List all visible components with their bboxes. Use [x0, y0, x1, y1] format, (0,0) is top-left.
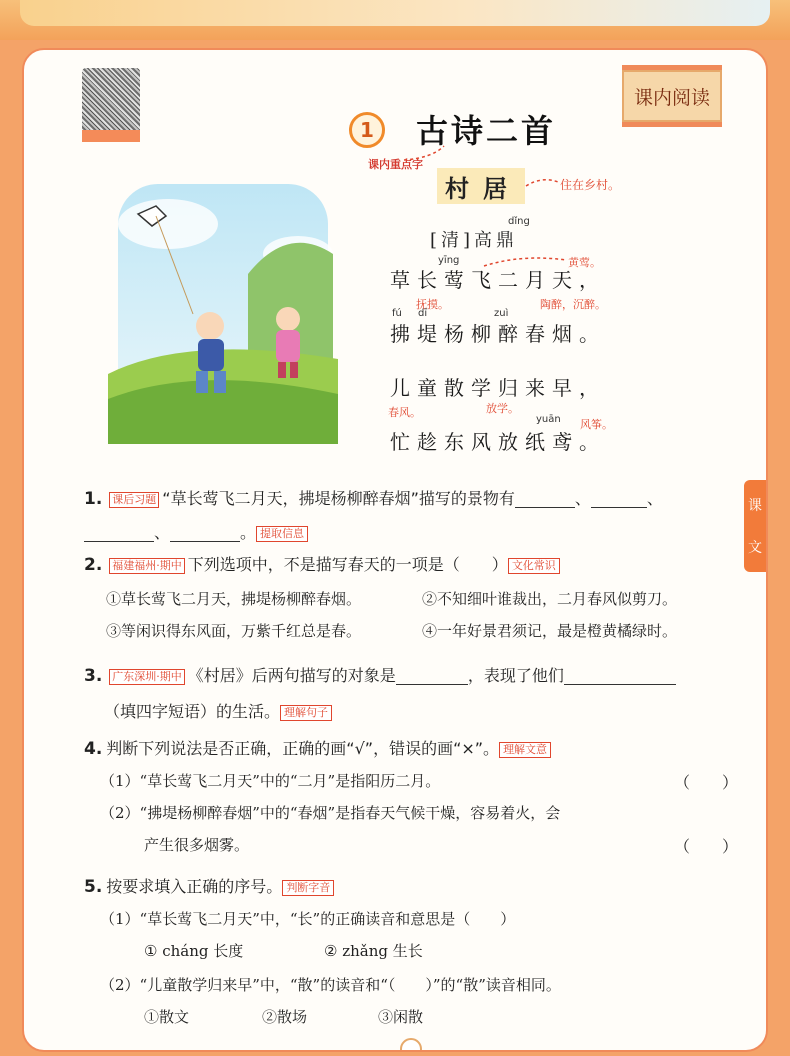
lesson-number: 1 — [349, 112, 385, 148]
source-tag: 广东深圳·期中 — [109, 669, 185, 685]
poem-line-3-text: 儿童散学归来早， — [390, 376, 606, 400]
question-number: 2. — [84, 555, 103, 575]
poem-line-4-text: 忙趁东风放纸鸢。 — [390, 430, 606, 454]
section-badge: 课内阅读 — [622, 70, 722, 122]
question-text: 判断下列说法是否正确，正确的画“√”，错误的画“×”。 — [106, 739, 500, 758]
answer-paren[interactable]: （ ） — [674, 773, 739, 792]
note-ying: 黄莺。 — [568, 256, 601, 269]
separator: 、 — [154, 523, 171, 542]
pinyin-ying: yīng — [438, 255, 460, 266]
choice-2[interactable]: ②散场 — [262, 1008, 308, 1026]
question-number: 3. — [84, 666, 103, 686]
answer-blank[interactable] — [170, 524, 240, 542]
lesson-title: 古诗二首 — [416, 112, 557, 150]
skill-tag: 判断字音 — [282, 880, 334, 896]
side-tab-char-1: 课 — [748, 498, 762, 514]
separator: 、 — [646, 489, 663, 508]
answer-blank[interactable] — [591, 490, 647, 508]
answer-blank[interactable] — [515, 490, 575, 508]
choice-1[interactable]: ① cháng 长度 — [144, 942, 244, 960]
answer-paren[interactable]: （ ） — [674, 837, 739, 856]
source-tag: 福建福州·期中 — [109, 558, 185, 574]
poem-line-4 — [390, 426, 606, 455]
separator: 、 — [574, 489, 591, 508]
statement-2: （2）“拂堤杨柳醉春烟”中的“春烟”是指春天气候干燥，容易着火，会 — [100, 804, 561, 822]
pinyin-zui: zuì — [494, 308, 509, 319]
option-1[interactable]: ①草长莺飞二月天，拂堤杨柳醉春烟。 — [106, 590, 362, 608]
question-2 — [84, 552, 560, 575]
source-tag: 课后习题 — [109, 492, 159, 508]
author-pinyin: dǐng — [508, 216, 530, 227]
skill-tag: 理解句子 — [280, 705, 332, 721]
question-text-mid: ，表现了他们 — [467, 666, 564, 685]
question-text: 下列选项中，不是描写春天的一项是（ ） — [187, 555, 508, 574]
question-number: 4. — [84, 739, 103, 759]
side-tab-char-2: 文 — [748, 540, 762, 556]
answer-blank[interactable] — [396, 667, 468, 685]
sub-question-1: （1）“草长莺飞二月天”中，“长”的正确读音和意思是（ ） — [100, 910, 516, 928]
question-text: 《村居》后两句描写的对象是 — [187, 666, 396, 685]
question-text: 按要求填入正确的序号。 — [106, 877, 283, 896]
question-number: 5. — [84, 877, 103, 897]
statement-2-cont: 产生很多烟雾。 — [144, 836, 250, 854]
side-tab-text[interactable] — [744, 480, 766, 572]
key-chars-label: 课内重点字 — [368, 158, 423, 171]
pinyin-di: dī — [418, 308, 428, 319]
poem-line-3 — [390, 372, 606, 401]
poem-author: [清]高鼎 — [430, 230, 519, 251]
option-2[interactable]: ②不知细叶谁裁出，二月春风似剪刀。 — [422, 590, 678, 608]
question-number: 1. — [84, 489, 103, 509]
note-yuan: 风筝。 — [580, 418, 613, 431]
poem-illustration — [108, 184, 338, 444]
skill-tag: 理解文意 — [499, 742, 551, 758]
note-sanxue: 放学。 — [486, 402, 519, 415]
poem-title: 村居 — [437, 168, 525, 204]
period: 。 — [240, 523, 257, 542]
top-banner-strip — [20, 0, 770, 26]
answer-blank[interactable] — [84, 524, 154, 542]
skill-tag: 文化常识 — [508, 558, 560, 574]
option-3[interactable]: ③等闲识得东风面，万紫千红总是春。 — [106, 622, 362, 640]
option-4[interactable]: ④一年好景君须记，最是橙黄橘绿时。 — [422, 622, 678, 640]
question-3 — [84, 658, 744, 730]
note-zui: 陶醉，沉醉。 — [540, 298, 606, 311]
question-1 — [84, 482, 724, 550]
title-note: 住在乡村。 — [560, 178, 621, 192]
pinyin-fu: fú — [392, 308, 402, 319]
poem-line-1-text: 草长莺飞二月天， — [390, 268, 606, 292]
sub-question-2: （2）“儿童散学归来早”中，“散”的读音和“（ ）”的“散”读音相同。 — [100, 976, 561, 994]
qr-code[interactable] — [82, 68, 140, 138]
note-fu: 抚摸。 — [416, 298, 449, 311]
poem-line-2 — [390, 318, 606, 347]
arrow-icon — [482, 252, 572, 272]
choice-3[interactable]: ③闲散 — [378, 1008, 424, 1026]
poem-line-2-text: 拂堤杨柳醉春烟。 — [390, 322, 606, 346]
top-banner — [0, 0, 790, 40]
pinyin-yuan: yuān — [536, 414, 561, 425]
statement-1: （1）“草长莺飞二月天”中的“二月”是指阳历二月。 — [100, 772, 441, 790]
question-4 — [84, 736, 551, 759]
page-number-badge — [400, 1038, 422, 1052]
choice-1[interactable]: ①散文 — [144, 1008, 190, 1026]
answer-blank[interactable] — [564, 667, 676, 685]
skill-tag: 提取信息 — [256, 526, 308, 542]
question-text: “草长莺飞二月天，拂堤杨柳醉春烟”描写的景物有 — [162, 489, 515, 508]
arrow-icon — [524, 174, 562, 190]
question-text-line2: （填四字短语）的生活。 — [104, 702, 281, 721]
choice-2[interactable]: ② zhǎng 生长 — [324, 942, 423, 960]
question-5 — [84, 874, 334, 897]
page-card — [22, 48, 768, 1052]
note-dongfeng: 春风。 — [388, 406, 421, 419]
